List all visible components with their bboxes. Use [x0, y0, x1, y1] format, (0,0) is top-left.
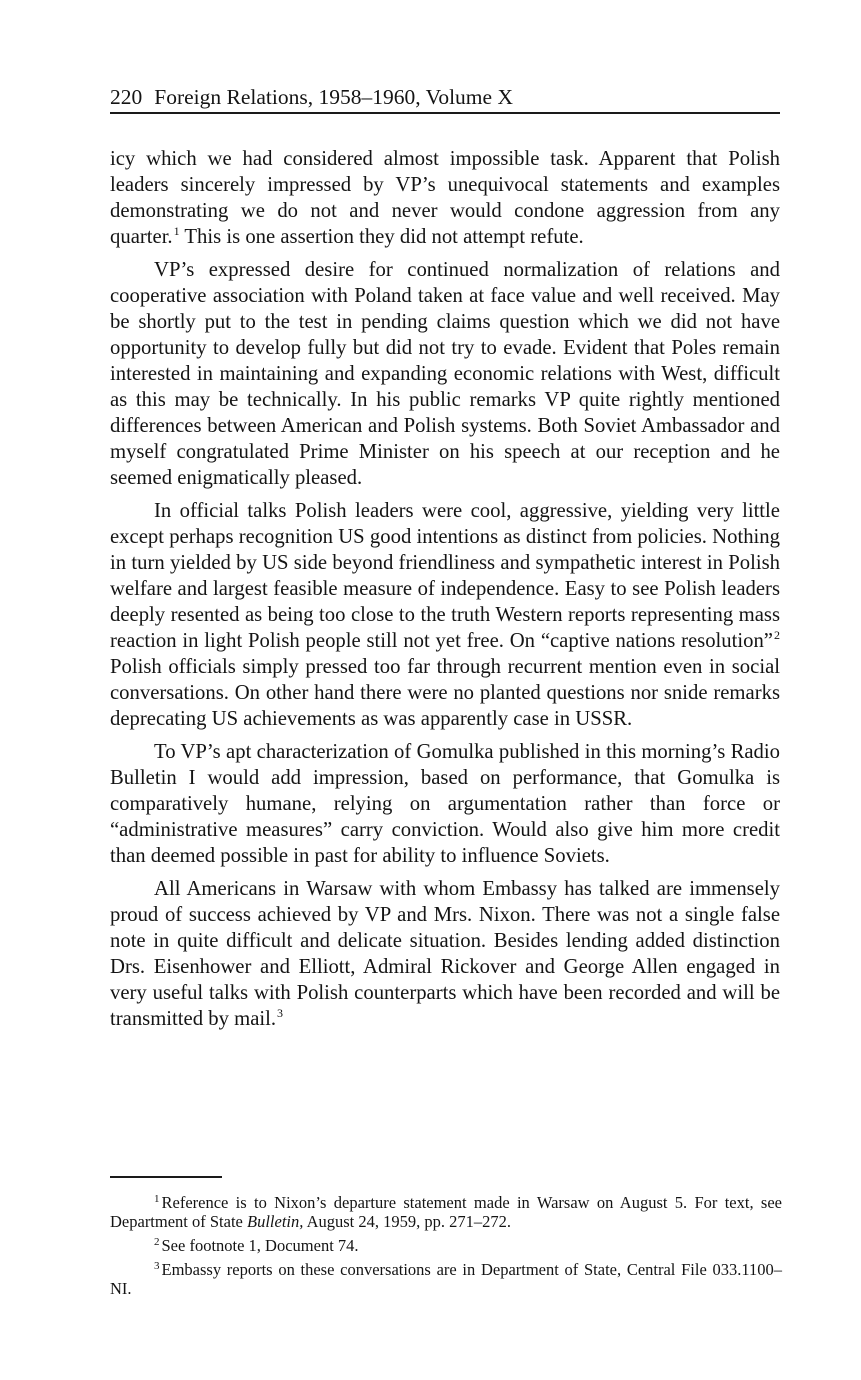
paragraph-1: icy which we had considered almost impossible task. Apparent that Polish leaders sincerely impressed by VP’s unequivocal statements and examples demonstrating we do not and never would condone aggression from any quarter.$^1$ This is one assertion they did not attempt refute.	[110, 148, 780, 248]
footnote-ref-3: 3	[277, 1006, 284, 1020]
paragraph-4: To VP’s apt characterization of Gomulka published in this morning’s Radio Bulletin I would add impression, based on performance, that Gomulka is comparatively humane, relying on argumentation rather than force or “administrative measures” carry conviction. Would also give him more credit than deemed possible in past for ability to influence Soviets.	[110, 741, 780, 867]
paragraph-5: All Americans in Warsaw with whom Embassy has talked are immensely proud of success achieved by VP and Mrs. Nixon. There was not a single false note in quite difficult and delicate situation. Besides lending added distinction Drs. Eisenhower and Elliott, Admiral Rickover and George Allen engaged in very useful talks with Polish counterparts which have been recorded and will be transmitted by mail.$^3$	[110, 878, 780, 1030]
paragraph-2: VP’s expressed desire for continued normalization of relations and cooperative association with Poland taken at face value and well received. May be shortly put to the test in pending claims question which we did not have opportunity to develop fully but did not try to evade. Evident that Poles remain interested in maintaining and expanding economic relations with West, difficult as this may be technically. In his public remarks VP quite rightly mentioned differences between American and Polish systems. Both Soviet Ambassador and myself congratulated Prime Minister on his speech at our reception and he seemed enigmatically pleased.	[110, 259, 780, 489]
body-text	[110, 146, 780, 1039]
footnotes	[110, 1193, 782, 1303]
footnote-2: $^2$ See footnote 1, Document 74.	[154, 1236, 359, 1255]
footnote-1: $^1$ Reference is to Nixon’s departure statement made in Warsaw on August 5. For text, see Department of State Bulletin, August 24, 1959, pp. 271–272.	[110, 1193, 782, 1231]
footnote-ref-1: 1	[173, 224, 180, 238]
footnote-ref-2: 2	[774, 628, 780, 642]
page-number: 220	[110, 85, 143, 109]
paragraph-3: In official talks Polish leaders were cool, aggressive, yielding very little except perhaps recognition US good intentions as distinct from policies. Nothing in turn yielded by US side beyond friendliness and sympathetic interest in Polish welfare and largest feasible measure of independence. Easy to see Polish leaders deeply resented as being too close to the truth Western reports representing mass reaction in light Polish people still not yet free. On “captive nations resolution”$^2$ Polish officials simply pressed too far through recurrent mention even in social conversations. On other hand there were no planted questions nor snide remarks deprecating US achievements as was apparently case in USSR.	[110, 500, 780, 730]
footnote-divider	[110, 1176, 222, 1178]
volume-title: Foreign Relations, 1958–1960, Volume X	[154, 85, 513, 109]
footnote-3: $^3$ Embassy reports on these conversations are in Department of State, Central File 033.1100–NI.	[110, 1260, 782, 1298]
running-header	[110, 84, 780, 114]
